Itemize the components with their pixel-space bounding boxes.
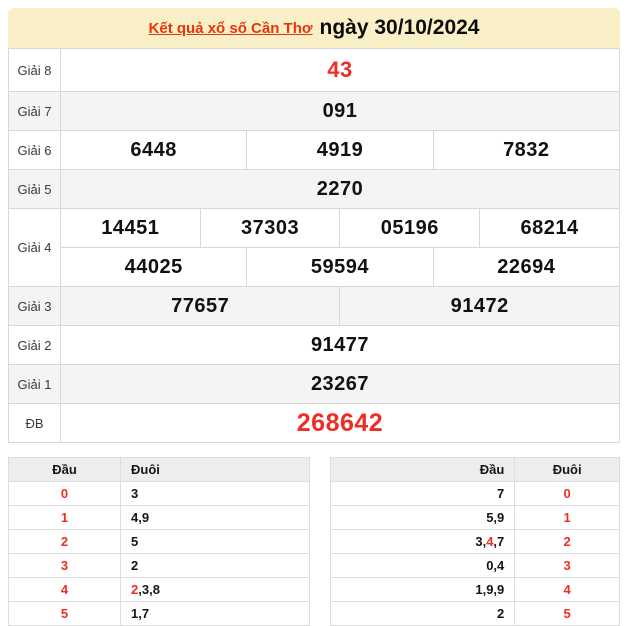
digit: 7 <box>497 534 505 549</box>
prize-number: 05196 <box>340 209 480 248</box>
prize-number: 44025 <box>61 248 247 287</box>
tail-digits: 4,9 <box>121 506 310 530</box>
head-digits: 0,4 <box>331 554 515 578</box>
head-tail-row <box>9 602 310 626</box>
digit: 9 <box>141 510 150 525</box>
prize-number: 37303 <box>200 209 340 248</box>
head-tail-table-by-tail <box>330 457 620 626</box>
prize-number: 91477 <box>61 326 620 365</box>
head-digit: 0 <box>9 482 121 506</box>
digit: 2 <box>131 558 139 573</box>
tail-digits: 2,3,8 <box>121 578 310 602</box>
tail-digit: 2 <box>515 530 620 554</box>
prize-number: 14451 <box>61 209 201 248</box>
prize-number: 6448 <box>61 131 247 170</box>
head-digit: 5 <box>9 602 121 626</box>
prize-number: 7832 <box>433 131 619 170</box>
prize-number: 091 <box>61 92 620 131</box>
digit: 0 <box>486 558 494 573</box>
digit: 1 <box>475 582 483 597</box>
digit: 7 <box>497 486 505 501</box>
head-tail-row <box>9 506 310 530</box>
digit: 2 <box>497 606 505 621</box>
head-tail-row <box>331 530 620 554</box>
prize-number: 4919 <box>247 131 433 170</box>
prize-label: Giải 2 <box>9 326 61 365</box>
tail-digit: 3 <box>515 554 620 578</box>
digit: 9 <box>497 582 505 597</box>
head-tail-row <box>9 554 310 578</box>
digit: 7 <box>141 606 150 621</box>
prize-number: 23267 <box>61 365 620 404</box>
head-digits: 3,4,7 <box>331 530 515 554</box>
head-tail-row <box>9 578 310 602</box>
tail-digits <box>121 482 310 506</box>
head-digits: 1,9,9 <box>331 578 515 602</box>
tail-digit: 4 <box>515 578 620 602</box>
result-header <box>8 8 620 48</box>
head-digit: 3 <box>9 554 121 578</box>
prize-number: 43 <box>61 49 620 92</box>
result-date: ngày 30/10/2024 <box>319 16 480 39</box>
result-title-link[interactable]: Kết quả xổ số Cần Thơ <box>148 19 313 37</box>
tail-column-header: Đuôi <box>515 458 620 482</box>
head-tail-row <box>9 482 310 506</box>
digit: 3 <box>141 582 150 597</box>
prize-number: 91472 <box>340 287 620 326</box>
head-column-header: Đầu <box>9 458 121 482</box>
head-tail-row <box>331 602 620 626</box>
digit: 5 <box>131 534 139 549</box>
head-digit: 4 <box>9 578 121 602</box>
digit: 4 <box>486 534 494 549</box>
digit: 9 <box>497 510 505 525</box>
head-tail-row <box>9 530 310 554</box>
head-column-header: Đầu <box>331 458 515 482</box>
tail-column-header: Đuôi <box>121 458 310 482</box>
digit: 4 <box>497 558 505 573</box>
head-tail-row <box>331 482 620 506</box>
digit: 1 <box>131 606 139 621</box>
prize-label: Giải 7 <box>9 92 61 131</box>
digit: 9 <box>486 582 494 597</box>
digit: 3 <box>131 486 139 501</box>
digit: 2 <box>131 582 139 597</box>
head-tail-row <box>331 554 620 578</box>
prize-label: Giải 8 <box>9 49 61 92</box>
digit: 4 <box>131 510 139 525</box>
head-tail-section <box>8 457 620 626</box>
prize-results-table <box>8 48 620 443</box>
tail-digits <box>121 554 310 578</box>
head-digits <box>331 482 515 506</box>
prize-label: Giải 5 <box>9 170 61 209</box>
digit: 5 <box>486 510 494 525</box>
prize-number: 268642 <box>61 404 620 443</box>
prize-number: 2270 <box>61 170 620 209</box>
digit: 8 <box>152 582 160 597</box>
tail-digit: 1 <box>515 506 620 530</box>
prize-number: 68214 <box>480 209 620 248</box>
head-tail-row <box>331 578 620 602</box>
prize-number: 59594 <box>247 248 433 287</box>
prize-label: Giải 6 <box>9 131 61 170</box>
head-digits <box>331 602 515 626</box>
head-digit: 2 <box>9 530 121 554</box>
prize-number: 77657 <box>61 287 340 326</box>
head-tail-table-by-head <box>8 457 310 626</box>
head-digits: 5,9 <box>331 506 515 530</box>
prize-label: Giải 1 <box>9 365 61 404</box>
head-tail-row <box>331 506 620 530</box>
tail-digit: 0 <box>515 482 620 506</box>
tail-digit: 5 <box>515 602 620 626</box>
tail-digits <box>121 530 310 554</box>
head-digit: 1 <box>9 506 121 530</box>
tail-digits: 1,7 <box>121 602 310 626</box>
prize-label: ĐB <box>9 404 61 443</box>
prize-label: Giải 3 <box>9 287 61 326</box>
digit: 3 <box>475 534 483 549</box>
prize-label: Giải 4 <box>9 209 61 287</box>
prize-number: 22694 <box>433 248 619 287</box>
